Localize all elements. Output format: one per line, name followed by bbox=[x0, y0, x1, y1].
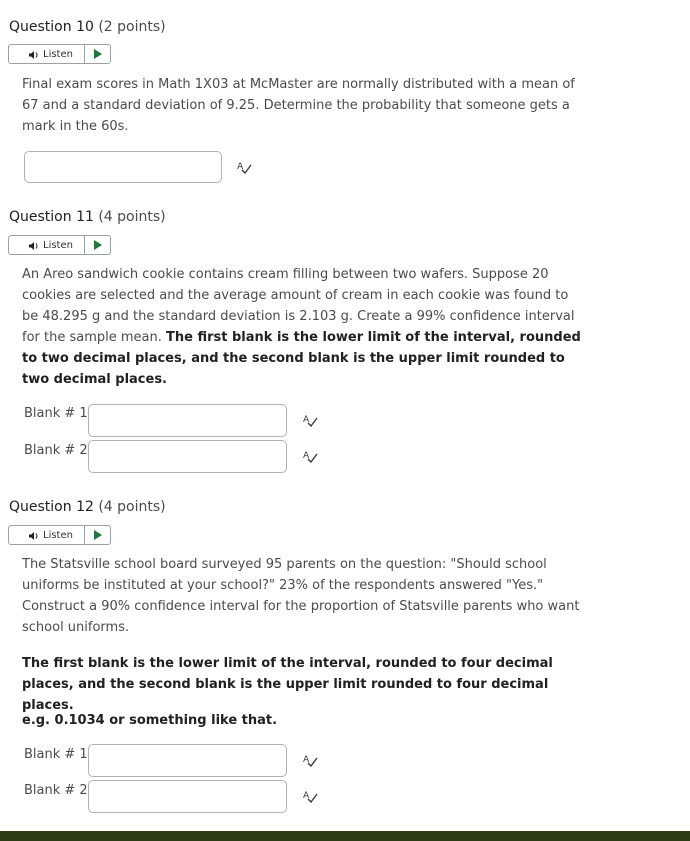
speaker-icon bbox=[28, 241, 40, 251]
svg-text:A: A bbox=[303, 755, 310, 765]
question-12-text: The Statsville school board surveyed 95 parents on the question: "Should school uniforms be instituted at your school?" 23% of the respondents answered "Yes." Construct a 90% confidence interval for the proportion of Statsville parents who want school uniforms. bbox=[22, 557, 580, 635]
q10-answer-input[interactable] bbox=[24, 151, 222, 183]
question-11-body: An Areo sandwich cookie contains cream filling between two wafers. Suppose 20 cookies are selected and the average amount of cream in each cookie was found to be 48.295 g and the standard deviation is 2.103 g. Create a 99% confidence interval for the sample mean. bbox=[22, 267, 575, 345]
question-number: Question 11 bbox=[9, 209, 94, 225]
q11-blank-2-label: Blank # 2 bbox=[24, 443, 88, 458]
question-points: (2 points) bbox=[98, 19, 166, 35]
listen-button[interactable] bbox=[9, 526, 85, 544]
listen-control-q12 bbox=[8, 525, 111, 545]
speaker-icon bbox=[28, 50, 40, 60]
listen-label: Listen bbox=[43, 529, 73, 541]
question-11-instructions: The first blank is the lower limit of the interval, rounded to two decimal places, and the second blank is the upper limit rounded to two decimal places. bbox=[22, 330, 581, 387]
question-number: Question 12 bbox=[9, 499, 94, 515]
q12-blank-1-label: Blank # 1 bbox=[24, 747, 88, 762]
question-12-instructions-text: The first blank is the lower limit of the interval, rounded to four decimal places, and the second blank is the upper limit rounded to four decimal places. bbox=[22, 656, 553, 713]
question-11-text bbox=[22, 264, 582, 390]
listen-control-q11 bbox=[8, 235, 111, 255]
question-12-example bbox=[22, 710, 582, 731]
question-12-instructions bbox=[22, 653, 582, 716]
spellcheck-icon[interactable] bbox=[302, 789, 318, 803]
spellcheck-icon[interactable] bbox=[236, 160, 252, 174]
footer-bar bbox=[0, 831, 690, 841]
svg-text:A: A bbox=[237, 162, 244, 172]
spellcheck-icon[interactable] bbox=[302, 449, 318, 463]
question-10-text: Final exam scores in Math 1X03 at McMaster are normally distributed with a mean of 67 and a standard deviation of 9.25. Determine the probability that someone gets a mark in the 60s. bbox=[22, 77, 575, 134]
svg-text:A: A bbox=[303, 451, 310, 461]
question-points: (4 points) bbox=[98, 209, 166, 225]
q12-blank-2-input[interactable] bbox=[88, 780, 287, 813]
q12-blank-1-input[interactable] bbox=[88, 744, 287, 777]
question-12-title bbox=[9, 499, 166, 515]
listen-control-q10 bbox=[8, 44, 111, 64]
listen-button[interactable] bbox=[9, 236, 85, 254]
q11-blank-1-label: Blank # 1 bbox=[24, 406, 88, 421]
question-11-title bbox=[9, 209, 166, 225]
q11-blank-2-input[interactable] bbox=[88, 440, 287, 473]
question-number: Question 10 bbox=[9, 19, 94, 35]
q11-blank-1-input[interactable] bbox=[88, 404, 287, 437]
question-12-example-text: e.g. 0.1034 or something like that. bbox=[22, 713, 278, 728]
svg-text:A: A bbox=[303, 791, 310, 801]
svg-text:A: A bbox=[303, 415, 310, 425]
play-button[interactable] bbox=[85, 45, 110, 63]
speaker-icon bbox=[28, 531, 40, 541]
play-button[interactable] bbox=[85, 526, 110, 544]
listen-label: Listen bbox=[43, 48, 73, 60]
play-icon bbox=[94, 530, 102, 540]
spellcheck-icon[interactable] bbox=[302, 413, 318, 427]
play-button[interactable] bbox=[85, 236, 110, 254]
question-points: (4 points) bbox=[98, 499, 166, 515]
listen-label: Listen bbox=[43, 239, 73, 251]
q12-blank-2-label: Blank # 2 bbox=[24, 783, 88, 798]
spellcheck-icon[interactable] bbox=[302, 753, 318, 767]
listen-button[interactable] bbox=[9, 45, 85, 63]
question-10-title bbox=[9, 19, 166, 35]
play-icon bbox=[94, 240, 102, 250]
play-icon bbox=[94, 49, 102, 59]
